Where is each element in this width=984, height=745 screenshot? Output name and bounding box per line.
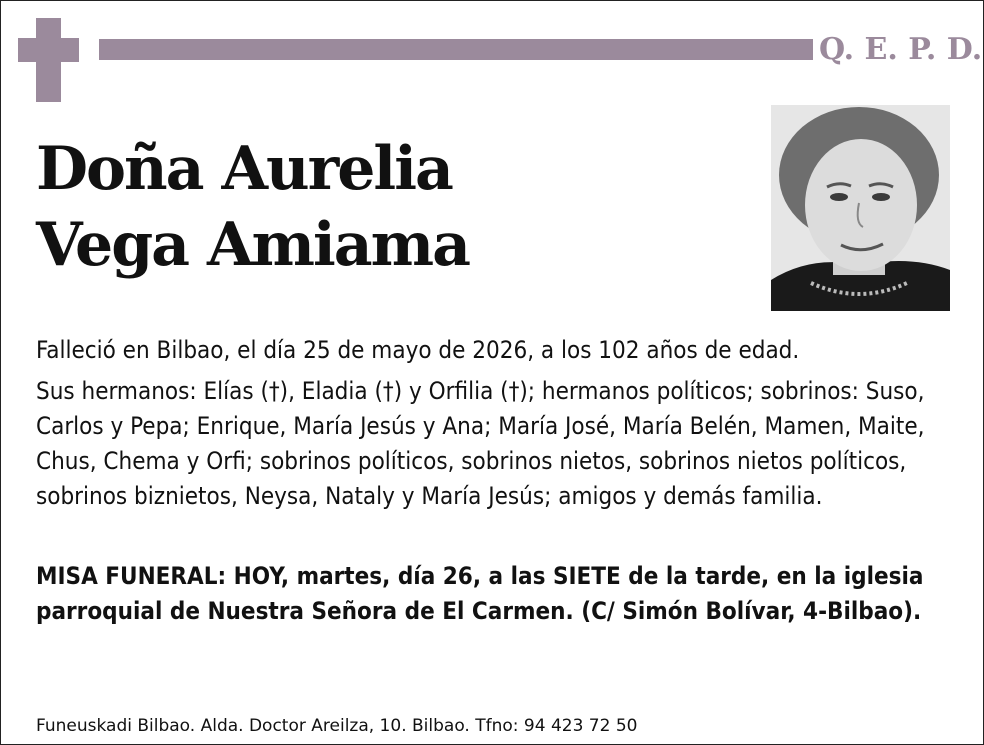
portrait-photo xyxy=(771,105,950,311)
deceased-name-line2: Vega Amiama xyxy=(36,210,470,280)
family-list: Sus hermanos: Elías (†), Eladia (†) y Orfilia (†); hermanos políticos; sobrinos: Suso, Carlos y Pepa; Enrique, María Jesús y Ana; María José, María Belén, Mamen, Maite, Chus, Chema y Orfi; sobrinos políticos, sobrinos nietos, sobrinos nietos políticos, sobrinos biznietos, Neysa, Nataly y María Jesús; amigos y demás familia. xyxy=(36,377,925,510)
portrait-illustration xyxy=(771,105,950,311)
qepd-label: Q. E. P. D. xyxy=(819,32,983,67)
death-announcement: Falleció en Bilbao, el día 25 de mayo de 2026, a los 102 años de edad. xyxy=(36,336,800,364)
funeral-home-footer: Funeuskadi Bilbao. Alda. Doctor Areilza, 10. Bilbao. Tfno: 94 423 72 50 xyxy=(36,716,638,736)
cross-horizontal-bar xyxy=(18,38,79,62)
funeral-mass-info: MISA FUNERAL: HOY, martes, día 26, a las SIETE de la tarde, en la iglesia parroquial de Nuestra Señora de El Carmen. (C/ Simón Bolívar, 4-Bilbao). xyxy=(36,562,924,625)
deceased-name-line1: Doña Aurelia xyxy=(36,134,452,204)
deceased-name xyxy=(36,131,469,283)
header-band xyxy=(99,39,813,60)
